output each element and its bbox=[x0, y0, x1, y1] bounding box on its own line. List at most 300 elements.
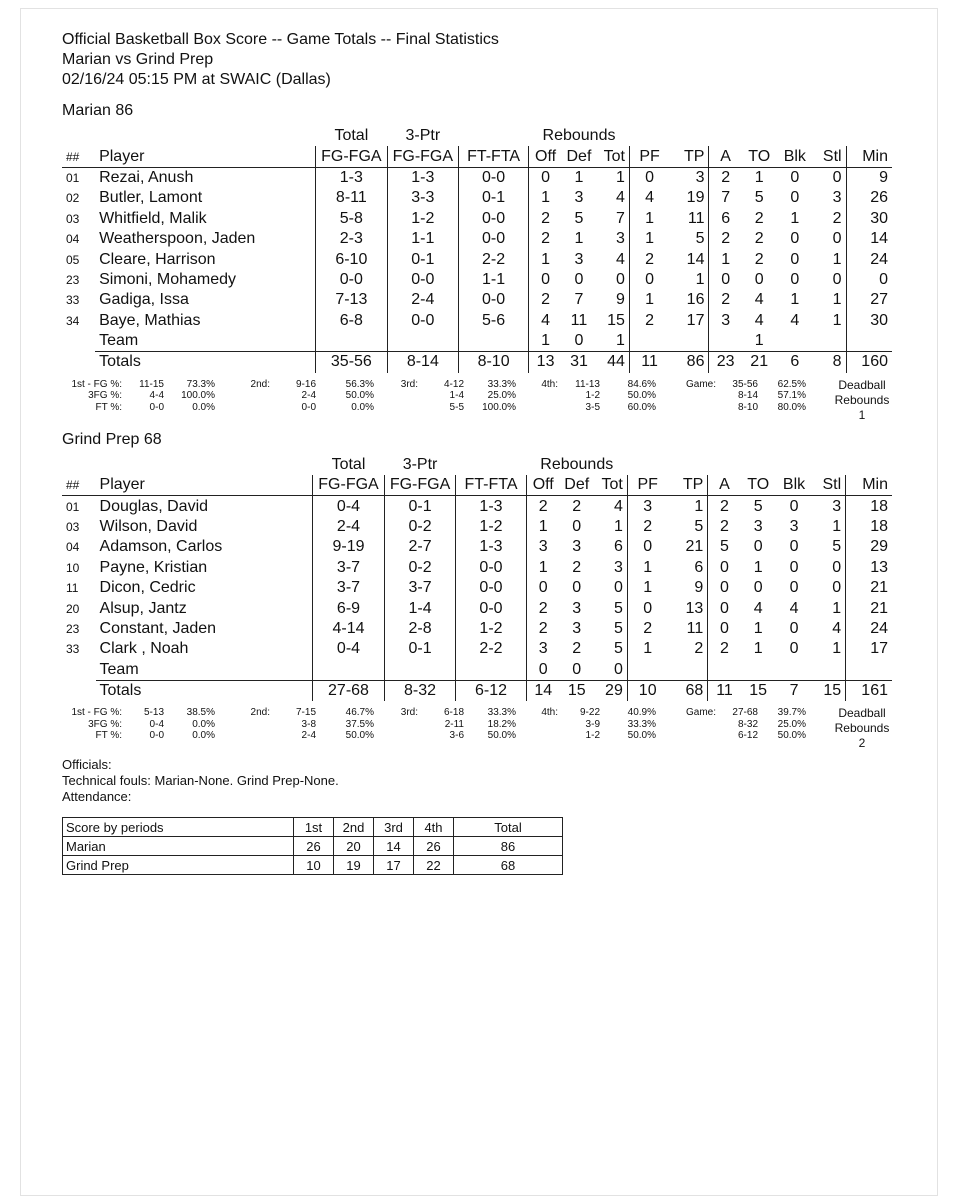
player-number: 05 bbox=[66, 252, 80, 267]
col-fg: FG-FGA bbox=[313, 475, 385, 496]
pct-period1-percent: 38.5% 0.0% 0.0% bbox=[186, 707, 215, 742]
ft-fta: 2-2 bbox=[459, 249, 529, 269]
col-fg: FG-FGA bbox=[316, 146, 387, 167]
off-reb: 2 bbox=[538, 599, 548, 617]
col-def: Def bbox=[562, 146, 596, 167]
fg-fga: 3-7 bbox=[313, 578, 385, 598]
pct-period3-percent: 33.3% 18.2% 50.0% bbox=[487, 707, 516, 742]
totals-tp: 86 bbox=[669, 352, 709, 373]
totals-label: Totals bbox=[95, 352, 316, 373]
off-reb: 0 bbox=[541, 270, 551, 288]
attendance: Attendance: bbox=[62, 789, 132, 805]
assists: 2 bbox=[721, 230, 731, 248]
header-title: Official Basketball Box Score -- Game Totals -- Final Statistics bbox=[62, 31, 499, 48]
def-reb: 0 bbox=[572, 579, 582, 597]
total-points: 5 bbox=[668, 517, 708, 537]
three-fg-fga: 0-1 bbox=[384, 639, 456, 659]
player-number: 33 bbox=[66, 293, 80, 308]
team-tot-reb: 1 bbox=[596, 331, 630, 352]
three-fg-fga: 0-2 bbox=[384, 517, 456, 537]
periods-header-q3: 3rd bbox=[374, 818, 414, 837]
off-reb: 1 bbox=[541, 189, 551, 207]
off-reb: 2 bbox=[538, 620, 548, 637]
player-number: 04 bbox=[66, 232, 80, 247]
player-name: Whitfield, Malik bbox=[99, 209, 207, 227]
total-points: 5 bbox=[669, 229, 709, 249]
ft-fta: 2-2 bbox=[456, 639, 526, 659]
fg-fga: 6-10 bbox=[316, 249, 387, 269]
technical-fouls: Technical fouls: Marian-None. Grind Prep-None. bbox=[62, 773, 339, 789]
pct-period3-label: 3rd: bbox=[400, 707, 418, 719]
totals-row bbox=[62, 680, 892, 701]
tot-reb: 1 bbox=[596, 167, 630, 188]
totals-def-reb: 31 bbox=[562, 352, 596, 373]
col-def: Def bbox=[560, 475, 594, 496]
total-points: 6 bbox=[668, 558, 708, 578]
totals-tot-reb: 44 bbox=[596, 352, 630, 373]
totals-pf: 10 bbox=[627, 680, 667, 701]
def-reb: 2 bbox=[572, 497, 582, 515]
col-a: A bbox=[709, 146, 742, 167]
total-points: 13 bbox=[668, 598, 708, 618]
pct-period1-percent: 73.3% 100.0% 0.0% bbox=[181, 378, 215, 413]
assists: 5 bbox=[720, 538, 729, 556]
player-row bbox=[62, 188, 892, 208]
totals-tp: 68 bbox=[668, 680, 708, 701]
ft-fta: 0-0 bbox=[456, 558, 526, 578]
turnovers: 4 bbox=[753, 599, 763, 617]
col-pf: PF bbox=[627, 475, 667, 496]
player-row bbox=[62, 209, 892, 229]
total-points: 3 bbox=[669, 167, 709, 188]
player-name: Weatherspoon, Jaden bbox=[99, 230, 256, 248]
player-name: Gadiga, Issa bbox=[99, 291, 189, 309]
totals-tot-reb: 29 bbox=[594, 680, 628, 701]
periods-header-q1: 1st bbox=[294, 818, 334, 837]
player-name: Douglas, David bbox=[99, 497, 209, 515]
minutes: 27 bbox=[870, 291, 888, 309]
personal-fouls: 1 bbox=[645, 209, 654, 227]
player-row bbox=[62, 537, 892, 557]
pct-period2-percent: 46.7% 37.5% 50.0% bbox=[345, 707, 374, 742]
assists: 0 bbox=[720, 599, 729, 617]
turnovers: 4 bbox=[754, 311, 764, 329]
steals: 3 bbox=[813, 188, 846, 208]
fg-fga: 2-3 bbox=[316, 229, 387, 249]
minutes: 24 bbox=[870, 250, 888, 268]
player-number: 04 bbox=[66, 540, 80, 555]
col-pf: PF bbox=[629, 146, 669, 167]
col-tp: TP bbox=[669, 146, 709, 167]
periods-header-total: Total bbox=[454, 818, 563, 837]
player-number: 34 bbox=[66, 313, 80, 328]
personal-fouls: 1 bbox=[645, 291, 654, 309]
totals-row bbox=[62, 352, 892, 373]
three-fg-fga: 1-3 bbox=[387, 167, 458, 188]
player-number: 03 bbox=[66, 211, 80, 226]
ft-fta: 0-0 bbox=[459, 209, 529, 229]
team-title: Marian 86 bbox=[62, 102, 134, 119]
pct-period3-values: 6-18 2-11 3-6 bbox=[443, 707, 464, 742]
col-group-total: Total bbox=[334, 127, 369, 145]
periods-row-grind-prep bbox=[63, 856, 563, 875]
total-points: 9 bbox=[668, 578, 708, 598]
blocks: 4 bbox=[789, 599, 799, 617]
player-row bbox=[62, 598, 892, 618]
blocks: 0 bbox=[789, 497, 799, 515]
personal-fouls: 2 bbox=[643, 620, 653, 637]
col-off: Off bbox=[529, 146, 563, 167]
assists: 3 bbox=[721, 311, 731, 329]
team-tot-reb: 0 bbox=[594, 660, 628, 681]
tot-reb: 4 bbox=[594, 496, 628, 517]
steals: 0 bbox=[813, 167, 846, 188]
assists: 0 bbox=[720, 620, 729, 637]
shooting-percentages bbox=[62, 707, 892, 751]
team-row bbox=[62, 660, 892, 681]
steals: 0 bbox=[813, 229, 846, 249]
pct-period3-label: 3rd: bbox=[400, 378, 418, 390]
blocks: 0 bbox=[790, 250, 800, 268]
three-fg-fga: 3-7 bbox=[384, 578, 456, 598]
tot-reb: 1 bbox=[594, 517, 628, 537]
team-turnovers bbox=[741, 660, 776, 681]
fg-fga: 0-4 bbox=[313, 639, 385, 659]
tot-reb: 7 bbox=[596, 209, 630, 229]
total-points: 1 bbox=[669, 270, 709, 290]
personal-fouls: 0 bbox=[643, 538, 653, 556]
personal-fouls: 1 bbox=[643, 579, 653, 597]
def-reb: 3 bbox=[572, 538, 582, 556]
blocks: 0 bbox=[789, 558, 799, 576]
ft-fta: 1-3 bbox=[456, 537, 526, 557]
minutes: 18 bbox=[870, 518, 888, 536]
pct-labels: 1st - FG %: 3FG %: FT %: bbox=[71, 707, 122, 742]
periods-q4: 26 bbox=[414, 837, 454, 856]
team-title: Grind Prep 68 bbox=[62, 430, 162, 448]
player-row bbox=[62, 270, 892, 290]
pct-period4-values: 9-22 3-9 1-2 bbox=[579, 707, 600, 742]
col-group-3ptr: 3-Ptr bbox=[405, 127, 441, 145]
totals-turnovers: 21 bbox=[742, 352, 777, 373]
pct-period2-percent: 56.3% 50.0% 0.0% bbox=[345, 378, 374, 413]
personal-fouls: 1 bbox=[643, 558, 653, 576]
ft-fta: 0-0 bbox=[456, 578, 526, 598]
personal-fouls: 0 bbox=[643, 599, 653, 617]
periods-q3: 17 bbox=[374, 856, 414, 875]
player-number: 33 bbox=[66, 642, 80, 657]
minutes: 29 bbox=[870, 538, 888, 556]
col-number: ## bbox=[62, 146, 95, 167]
player-name: Baye, Mathias bbox=[99, 311, 201, 329]
ft-fta: 0-0 bbox=[456, 598, 526, 618]
totals-off-reb: 13 bbox=[529, 352, 563, 373]
turnovers: 1 bbox=[753, 620, 763, 637]
steals: 4 bbox=[812, 619, 845, 639]
def-reb: 3 bbox=[572, 620, 582, 637]
fg-fga: 0-0 bbox=[316, 270, 387, 290]
player-row bbox=[62, 578, 892, 598]
fg-fga: 9-19 bbox=[313, 537, 385, 557]
three-fg-fga: 2-7 bbox=[384, 537, 456, 557]
ft-fta: 5-6 bbox=[459, 311, 529, 331]
totals-fg-fga: 27-68 bbox=[313, 680, 385, 701]
blocks: 0 bbox=[789, 579, 799, 597]
assists: 0 bbox=[720, 579, 729, 597]
player-row bbox=[62, 311, 892, 331]
pct-game-values: 27-68 8-32 6-12 bbox=[732, 707, 758, 742]
off-reb: 3 bbox=[538, 538, 548, 556]
steals: 1 bbox=[812, 639, 845, 659]
periods-row-marian bbox=[63, 837, 563, 856]
player-name: Clark , Noah bbox=[99, 640, 189, 658]
pct-period4-label: 4th: bbox=[541, 378, 558, 390]
steals: 1 bbox=[812, 517, 845, 537]
off-reb: 2 bbox=[541, 230, 551, 248]
off-reb: 2 bbox=[541, 209, 551, 227]
ft-fta: 0-0 bbox=[459, 167, 529, 188]
player-row bbox=[62, 619, 892, 639]
pct-period4-percent: 84.6% 50.0% 60.0% bbox=[627, 378, 656, 413]
assists: 6 bbox=[721, 209, 731, 227]
pct-game-values: 35-56 8-14 8-10 bbox=[732, 378, 758, 413]
pct-game-percent: 39.7% 25.0% 50.0% bbox=[777, 707, 806, 742]
def-reb: 7 bbox=[574, 291, 584, 309]
col-group-total: Total bbox=[331, 455, 366, 473]
off-reb: 3 bbox=[538, 640, 548, 658]
tot-reb: 4 bbox=[596, 188, 630, 208]
off-reb: 0 bbox=[541, 168, 551, 186]
assists: 2 bbox=[721, 291, 731, 309]
periods-header-label: Score by periods bbox=[63, 818, 294, 837]
pct-period2-label: 2nd: bbox=[250, 707, 270, 719]
player-name: Dicon, Cedric bbox=[99, 579, 196, 597]
player-number: 23 bbox=[66, 272, 80, 287]
col-3fg: FG-FGA bbox=[387, 146, 458, 167]
totals-turnovers: 15 bbox=[741, 680, 776, 701]
fg-fga: 8-11 bbox=[316, 188, 387, 208]
pct-game-percent: 62.5% 57.1% 80.0% bbox=[777, 378, 806, 413]
personal-fouls: 4 bbox=[645, 189, 654, 207]
box-score-page bbox=[62, 30, 892, 875]
minutes: 0 bbox=[879, 270, 888, 288]
blocks: 0 bbox=[790, 230, 800, 248]
pct-period3-percent: 33.3% 25.0% 100.0% bbox=[482, 378, 516, 413]
player-number: 02 bbox=[66, 191, 80, 206]
ft-fta: 1-3 bbox=[456, 496, 526, 517]
totals-ft-fta: 8-10 bbox=[459, 352, 529, 373]
team-def-reb: 0 bbox=[574, 332, 584, 350]
pct-labels: 1st - FG %: 3FG %: FT %: bbox=[71, 378, 122, 413]
pct-period3-values: 4-12 1-4 5-5 bbox=[443, 378, 464, 413]
assists: 0 bbox=[721, 270, 731, 288]
steals: 0 bbox=[812, 558, 845, 578]
tot-reb: 0 bbox=[594, 578, 628, 598]
fg-fga: 4-14 bbox=[313, 619, 385, 639]
player-number: 10 bbox=[66, 560, 80, 575]
assists: 2 bbox=[720, 497, 729, 515]
totals-steals: 15 bbox=[812, 680, 845, 701]
col-ft: FT-FTA bbox=[459, 146, 529, 167]
team-def-reb: 0 bbox=[572, 660, 582, 678]
three-fg-fga: 0-0 bbox=[387, 311, 458, 331]
minutes: 30 bbox=[870, 209, 888, 227]
periods-q1: 26 bbox=[294, 837, 334, 856]
col-tp: TP bbox=[668, 475, 708, 496]
fg-fga: 6-8 bbox=[316, 311, 387, 331]
three-fg-fga: 1-2 bbox=[387, 209, 458, 229]
tot-reb: 9 bbox=[596, 290, 630, 310]
tot-reb: 0 bbox=[596, 270, 630, 290]
totals-assists: 11 bbox=[708, 680, 741, 701]
minutes: 14 bbox=[870, 230, 888, 248]
pct-period2-label: 2nd: bbox=[250, 378, 270, 390]
deadball-rebounds: Deadball Rebounds 2 bbox=[834, 706, 890, 751]
blocks: 0 bbox=[789, 538, 799, 556]
blocks: 0 bbox=[789, 640, 799, 658]
minutes: 21 bbox=[870, 579, 888, 597]
personal-fouls: 2 bbox=[645, 311, 654, 329]
player-row bbox=[62, 249, 892, 269]
steals: 1 bbox=[813, 290, 846, 310]
player-number: 03 bbox=[66, 520, 80, 535]
player-number: 01 bbox=[66, 499, 80, 514]
col-a: A bbox=[708, 475, 741, 496]
three-fg-fga: 1-4 bbox=[384, 598, 456, 618]
col-to: TO bbox=[742, 146, 777, 167]
blocks: 0 bbox=[789, 620, 799, 637]
personal-fouls: 0 bbox=[645, 270, 654, 288]
three-fg-fga: 0-1 bbox=[387, 249, 458, 269]
total-points: 17 bbox=[669, 311, 709, 331]
steals: 1 bbox=[813, 311, 846, 331]
total-points: 14 bbox=[669, 249, 709, 269]
player-number: 11 bbox=[66, 581, 79, 596]
personal-fouls: 3 bbox=[643, 497, 653, 515]
totals-minutes: 160 bbox=[846, 352, 892, 373]
totals-three-fg-fga: 8-14 bbox=[387, 352, 458, 373]
col-3fg: FG-FGA bbox=[384, 475, 456, 496]
score-by-periods-table bbox=[62, 817, 563, 875]
minutes: 18 bbox=[870, 497, 888, 515]
officials: Officials: bbox=[62, 757, 112, 773]
three-fg-fga: 0-2 bbox=[384, 558, 456, 578]
player-row bbox=[62, 167, 892, 188]
totals-ft-fta: 6-12 bbox=[456, 680, 526, 701]
col-player: Player bbox=[95, 146, 316, 167]
total-points: 19 bbox=[669, 188, 709, 208]
steals: 1 bbox=[813, 249, 846, 269]
box-score-table bbox=[62, 126, 892, 373]
turnovers: 2 bbox=[754, 230, 764, 248]
pct-period2-values: 7-15 3-8 2-4 bbox=[295, 707, 316, 742]
tot-reb: 15 bbox=[596, 311, 630, 331]
col-min: Min bbox=[846, 146, 892, 167]
column-header-row bbox=[62, 475, 892, 496]
personal-fouls: 2 bbox=[643, 518, 653, 536]
player-name: Rezai, Anush bbox=[99, 168, 194, 186]
three-fg-fga: 1-1 bbox=[387, 229, 458, 249]
pct-game-label: Game: bbox=[685, 707, 716, 719]
tot-reb: 4 bbox=[596, 249, 630, 269]
turnovers: 1 bbox=[753, 558, 763, 576]
periods-total: 86 bbox=[454, 837, 563, 856]
box-score-table bbox=[62, 455, 892, 702]
turnovers: 5 bbox=[753, 497, 763, 515]
pct-period1-values: 11-15 4-4 0-0 bbox=[139, 378, 164, 413]
periods-header-q4: 4th bbox=[414, 818, 454, 837]
player-number: 20 bbox=[66, 601, 80, 616]
ft-fta: 1-2 bbox=[456, 517, 526, 537]
personal-fouls: 1 bbox=[643, 640, 653, 658]
def-reb: 1 bbox=[574, 168, 584, 186]
deadball-rebounds: Deadball Rebounds 1 bbox=[834, 377, 890, 422]
document-header bbox=[62, 30, 892, 90]
blocks: 0 bbox=[790, 270, 800, 288]
player-name: Butler, Lamont bbox=[99, 189, 203, 207]
fg-fga: 3-7 bbox=[313, 558, 385, 578]
player-name: Alsup, Jantz bbox=[99, 599, 187, 617]
totals-blocks: 6 bbox=[777, 352, 813, 373]
periods-header-row bbox=[63, 818, 563, 837]
off-reb: 2 bbox=[541, 291, 551, 309]
turnovers: 0 bbox=[754, 270, 764, 288]
minutes: 17 bbox=[870, 640, 888, 658]
col-reb-tot: Tot bbox=[596, 146, 630, 167]
tot-reb: 5 bbox=[594, 619, 628, 639]
col-player: Player bbox=[96, 475, 313, 496]
total-points: 2 bbox=[668, 639, 708, 659]
group-header-row bbox=[62, 126, 892, 146]
header-datetime-venue: 02/16/24 05:15 PM at SWAIC (Dallas) bbox=[62, 71, 331, 88]
col-ft: FT-FTA bbox=[456, 475, 526, 496]
totals-off-reb: 14 bbox=[526, 680, 560, 701]
tot-reb: 3 bbox=[594, 558, 628, 578]
off-reb: 1 bbox=[538, 558, 548, 576]
def-reb: 11 bbox=[570, 311, 588, 329]
totals-label: Totals bbox=[96, 680, 313, 701]
group-header-row bbox=[62, 455, 892, 475]
turnovers: 2 bbox=[754, 209, 764, 227]
fg-fga: 6-9 bbox=[313, 598, 385, 618]
header-matchup: Marian vs Grind Prep bbox=[62, 51, 214, 68]
tot-reb: 5 bbox=[594, 598, 628, 618]
off-reb: 1 bbox=[541, 250, 551, 268]
team-off-reb: 1 bbox=[541, 332, 551, 350]
minutes: 9 bbox=[879, 168, 888, 186]
steals: 2 bbox=[813, 209, 846, 229]
blocks: 3 bbox=[789, 518, 799, 536]
ft-fta: 1-2 bbox=[456, 619, 526, 639]
def-reb: 2 bbox=[572, 640, 582, 658]
periods-q2: 20 bbox=[334, 837, 374, 856]
three-fg-fga: 0-0 bbox=[387, 270, 458, 290]
assists: 0 bbox=[720, 558, 729, 576]
off-reb: 0 bbox=[538, 579, 548, 597]
team-turnovers: 1 bbox=[754, 332, 764, 350]
pct-period1-values: 5-13 0-4 0-0 bbox=[143, 707, 164, 742]
assists: 2 bbox=[721, 168, 731, 186]
fg-fga: 2-4 bbox=[313, 517, 385, 537]
def-reb: 3 bbox=[574, 250, 584, 268]
player-row bbox=[62, 290, 892, 310]
ft-fta: 0-1 bbox=[459, 188, 529, 208]
turnovers: 3 bbox=[753, 518, 763, 536]
blocks: 1 bbox=[790, 291, 800, 309]
player-row bbox=[62, 639, 892, 659]
minutes: 30 bbox=[870, 311, 888, 329]
tot-reb: 6 bbox=[594, 537, 628, 557]
